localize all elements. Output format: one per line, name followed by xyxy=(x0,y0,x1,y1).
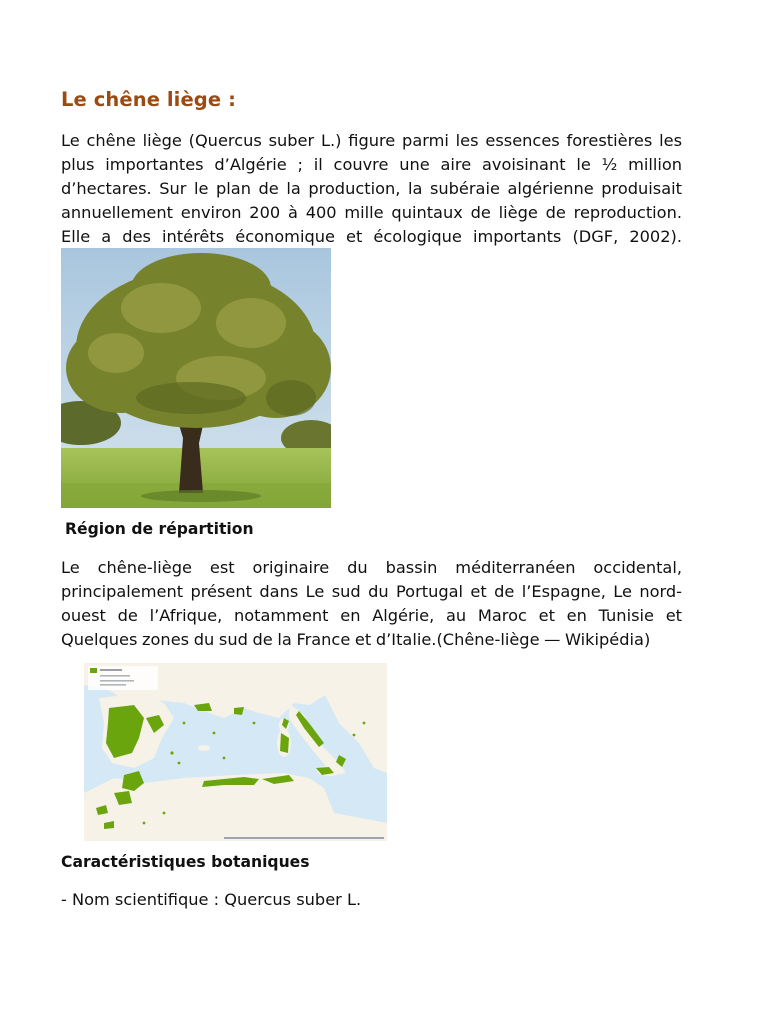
cork-oak-tree-photo xyxy=(61,248,331,508)
intro-paragraph: Le chêne liège (Quercus suber L.) figure parmi les essences forestières les plus importantes d’Algérie ; il couvre une aire avoisinant le ½ million d’hectares. Sur le plan de la production, la subéraie algérienne produisait annuellement environ 200 à 400 mille quintaux de liège de reproduction. Elle a des intérêts économique et écologique importants (DGF, 2002). xyxy=(61,131,682,246)
botanical-heading: Caractéristiques botaniques xyxy=(61,853,310,871)
distribution-map xyxy=(84,663,387,841)
scientific-name-item: - Nom scientifique : Quercus suber L. xyxy=(61,890,362,909)
region-heading: Région de répartition xyxy=(65,520,254,538)
region-paragraph: Le chêne-liège est originaire du bassin méditerranéen occidental, principalement présent dans Le sud du Portugal et de l’Espagne, Le nord-ouest de l’Afrique, notamment en Algérie, au Maroc et en Tunisie et Quelques zones du sud de la France et d’Italie.(Chêne-liège — Wikipédia) xyxy=(61,558,682,649)
page-title: Le chêne liège : xyxy=(61,88,236,111)
